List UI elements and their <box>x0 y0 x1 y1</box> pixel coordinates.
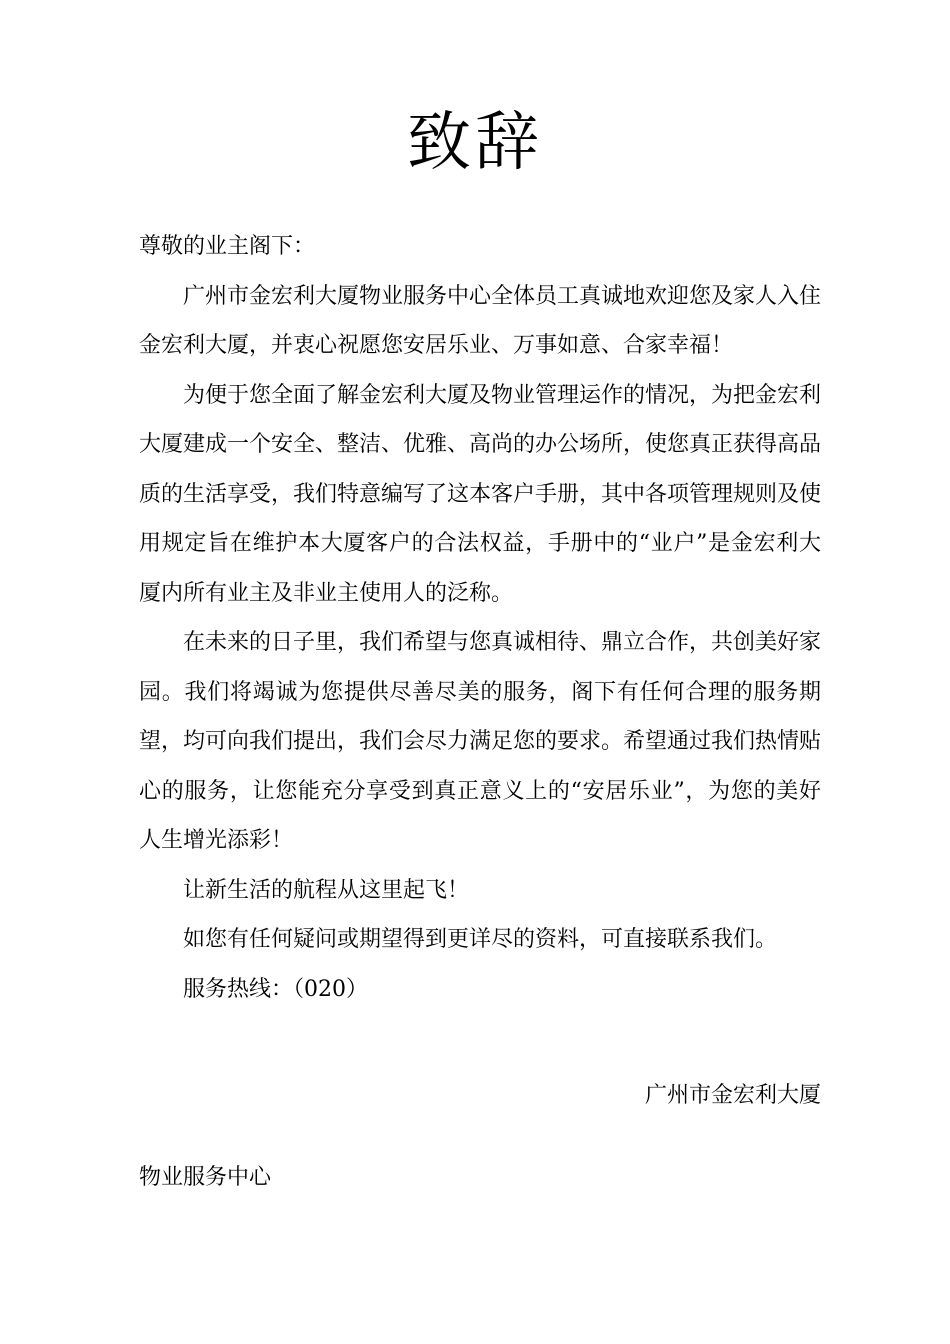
signature-department: 物业服务中心 <box>139 1165 272 1190</box>
paragraph-handbook-purpose: 为便于您全面了解金宏利大厦及物业管理运作的情况，为把金宏利大厦建成一个安全、整洁、优雅、高尚的办公场所，使您真正获得高品质的生活享受，我们特意编写了这本客户手册，其中各项管理规则及使用规定旨在维护本大厦客户的合法权益，手册中的“业户”是金宏利大厦内所有业主及非业主使用人的泛称。 <box>139 382 822 606</box>
signature-organization: 广州市金宏利大厦 <box>644 1083 821 1108</box>
paragraph-contact: 如您有任何疑问或期望得到更详尽的资料，可直接联系我们。 <box>183 927 778 952</box>
letter-body <box>139 222 821 1014</box>
page-title: 致辞 <box>407 106 543 180</box>
paragraph-welcome: 广州市金宏利大厦物业服务中心全体员工真诚地欢迎您及家人入住金宏利大厦，并衷心祝愿您安居乐业、万事如意、合家幸福！ <box>139 283 822 358</box>
salutation: 尊敬的业主阁下： <box>139 234 316 259</box>
paragraph-new-life: 让新生活的航程从这里起飞！ <box>183 877 470 903</box>
paragraph-future-service: 在未来的日子里，我们希望与您真诚相待、鼎立合作，共创美好家园。我们将竭诚为您提供尽善尽美的服务，阁下有任何合理的服务期望，均可向我们提出，我们会尽力满足您的要求。希望通过我们热情贴心的服务，让您能充分享受到真正意义上的“安居乐业”，为您的美好人生增光添彩！ <box>139 630 822 853</box>
service-hotline: 服务热线：（020） <box>183 976 368 1002</box>
